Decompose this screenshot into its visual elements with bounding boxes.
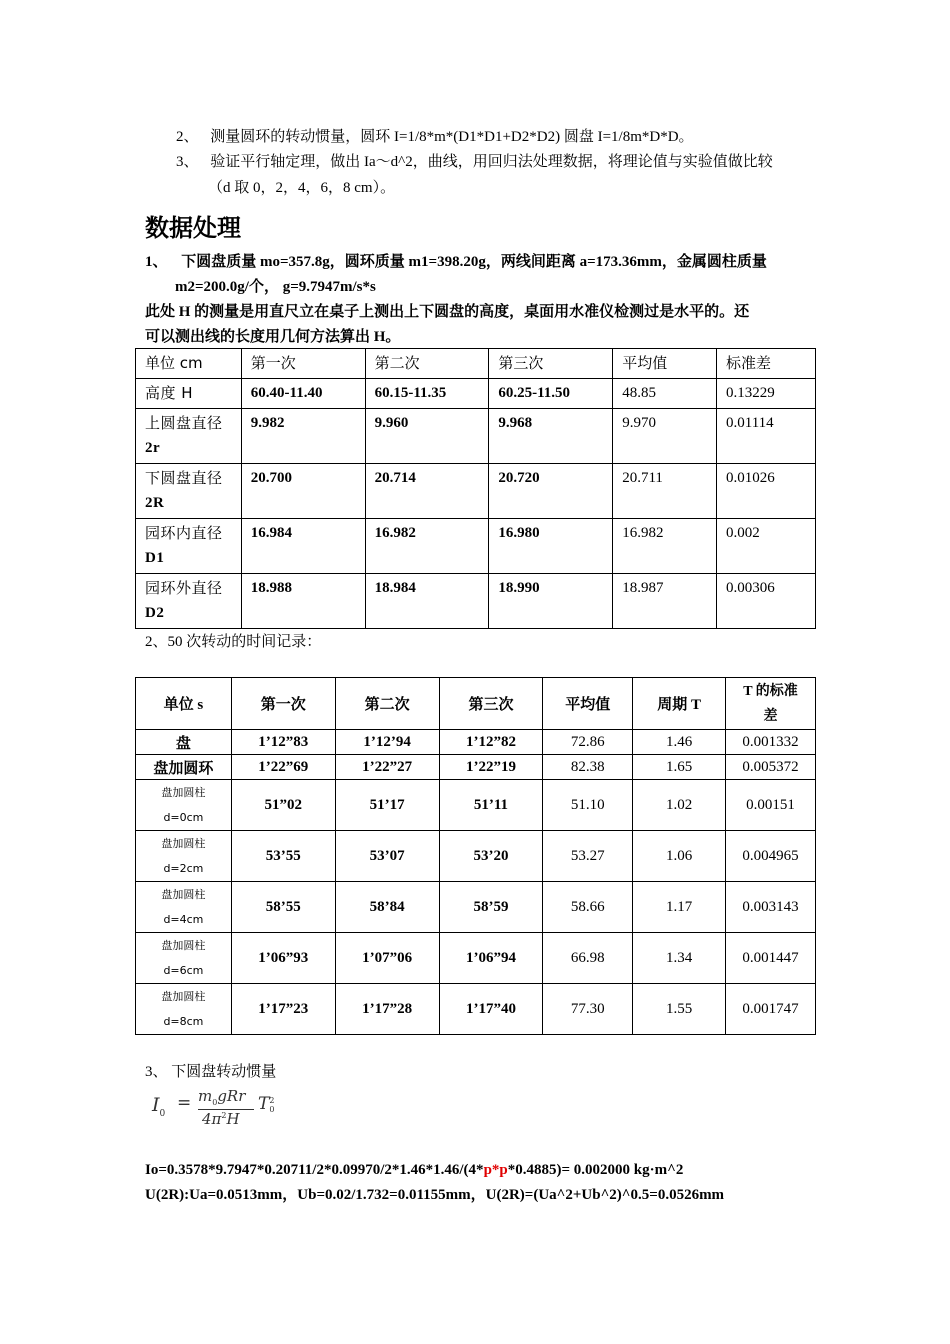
cell-stddev: 0.00151 [726, 780, 816, 831]
row-label [136, 831, 232, 882]
cell-stddev: 0.003143 [726, 882, 816, 933]
item-1-line-2: m2=200.0g/个， g=9.7947m/s*s [175, 279, 376, 295]
cell-period: 1.06 [633, 831, 726, 882]
column-header: 第二次 [365, 349, 489, 379]
intro-item-3 [176, 150, 773, 174]
row-label-line-1: 上圆盘直径 [145, 414, 223, 432]
cell-value: 51’11 [439, 780, 543, 831]
column-header: 第三次 [489, 349, 613, 379]
cell-value: 18.988 [241, 574, 365, 629]
cell-average: 58.66 [543, 882, 633, 933]
cell-value: 18.990 [489, 574, 613, 629]
table-row [136, 464, 816, 519]
cell-value: 51”02 [231, 780, 335, 831]
row-label-line-2: d=8cm [163, 1015, 204, 1028]
row-label-line-1: 盘加圆柱 [161, 990, 206, 1003]
row-label-line-2: d=6cm [163, 964, 204, 977]
cell-average: 20.711 [613, 464, 717, 519]
row-label-line-1: 下圆盘直径 [145, 469, 223, 487]
column-header: 第三次 [439, 678, 543, 730]
row-label-line-2: 2r [145, 440, 161, 456]
item-2-title: 2、50 次转动的时间记录： [145, 634, 322, 650]
cell-stddev: 0.01026 [717, 464, 816, 519]
row-label [136, 933, 232, 984]
column-header: 周期 T [633, 678, 726, 730]
table-row [136, 409, 816, 464]
inertia-calculation [145, 1158, 683, 1182]
dimension-table [135, 348, 816, 629]
cell-value: 1’22”27 [335, 755, 439, 780]
cell-stddev: 0.001747 [726, 984, 816, 1035]
row-label [136, 984, 232, 1035]
cell-value: 51’17 [335, 780, 439, 831]
row-label-line-1: 园环内直径 [145, 524, 223, 542]
column-header: 单位 s [136, 678, 232, 730]
cell-value: 1’17”23 [231, 984, 335, 1035]
cell-average: 66.98 [543, 933, 633, 984]
table-row [136, 730, 816, 755]
row-label: 盘加圆环 [136, 755, 232, 780]
calculation-part-1: Io=0.3578*9.7947*0.20711/2*0.09970/2*1.46*1.46/(4* [145, 1162, 484, 1178]
moment-of-inertia-formula [152, 1088, 292, 1132]
cell-value: 1’12”83 [231, 730, 335, 755]
cell-stddev: 0.001332 [726, 730, 816, 755]
formula-denominator [202, 1110, 240, 1128]
cell-stddev: 0.01114 [717, 409, 816, 464]
cell-stddev: 0.005372 [726, 755, 816, 780]
calculation-highlight: p*p [483, 1162, 508, 1178]
cell-stddev: 0.004965 [726, 831, 816, 882]
table-row [136, 831, 816, 882]
row-label: 高度 H [136, 379, 242, 409]
cell-value: 60.25-11.50 [489, 379, 613, 409]
formula-period-subscript: 0 [269, 1104, 275, 1114]
formula-numerator-rest: gRr [217, 1087, 246, 1105]
intro-item-2-number: 2、 [176, 129, 199, 145]
row-label-line-1: 园环外直径 [145, 579, 223, 597]
rotation-time-table [135, 677, 816, 1035]
row-label-line-2: d=2cm [163, 862, 204, 875]
row-label [136, 409, 242, 464]
cell-stddev: 0.13229 [717, 379, 816, 409]
cell-stddev: 0.00306 [717, 574, 816, 629]
row-label-line-1: 盘加圆柱 [161, 888, 206, 901]
formula-numerator [198, 1087, 245, 1107]
formula-period-symbol: T [258, 1094, 270, 1114]
cell-average: 18.987 [613, 574, 717, 629]
cell-average: 51.10 [543, 780, 633, 831]
cell-value: 20.720 [489, 464, 613, 519]
cell-period: 1.17 [633, 882, 726, 933]
cell-value: 58’55 [231, 882, 335, 933]
row-label [136, 464, 242, 519]
intro-item-2-text: 测量圆环的转动惯量，圆环 I=1/8*m*(D1*D1+D2*D2) 圆盘 I=1/8m*D*D。 [210, 129, 694, 145]
cell-period: 1.55 [633, 984, 726, 1035]
formula-lhs-symbol: I [152, 1094, 160, 1116]
column-header: 平均值 [613, 349, 717, 379]
row-label-line-2: 2R [145, 495, 165, 511]
cell-value: 16.980 [489, 519, 613, 574]
row-label [136, 574, 242, 629]
formula-numerator-m: m [198, 1087, 213, 1105]
item-1-number: 1、 [145, 254, 168, 270]
formula-lhs-subscript: 0 [159, 1108, 166, 1119]
item-3-title: 3、 下圆盘转动惯量 [145, 1064, 277, 1080]
cell-average: 16.982 [613, 519, 717, 574]
cell-period: 1.46 [633, 730, 726, 755]
table-header-row [136, 349, 816, 379]
formula-numerator-subscript: 0 [212, 1098, 218, 1107]
cell-value: 58’59 [439, 882, 543, 933]
intro-item-3-number: 3、 [176, 154, 199, 170]
cell-value: 20.700 [241, 464, 365, 519]
column-header: 第二次 [335, 678, 439, 730]
formula-lhs [152, 1094, 165, 1119]
cell-value: 1’17”40 [439, 984, 543, 1035]
row-label-line-1: 盘加圆柱 [161, 837, 206, 850]
cell-average: 48.85 [613, 379, 717, 409]
cell-value: 1’12”82 [439, 730, 543, 755]
cell-average: 77.30 [543, 984, 633, 1035]
row-label: 盘 [136, 730, 232, 755]
formula-denominator-4pi: 4π [202, 1110, 222, 1128]
cell-value: 20.714 [365, 464, 489, 519]
cell-value: 9.982 [241, 409, 365, 464]
section-title: 数据处理 [145, 214, 241, 242]
column-header: 标准差 [717, 349, 816, 379]
cell-average: 9.970 [613, 409, 717, 464]
formula-equals: = [177, 1093, 192, 1113]
column-header-line-2: 差 [763, 708, 778, 724]
row-label-line-2: d=0cm [163, 811, 204, 824]
column-header: 单位 cm [136, 349, 242, 379]
uncertainty-line: U(2R):Ua=0.0513mm，Ub=0.02/1.732=0.01155mm，U(2R)=(Ua^2+Ub^2)^0.5=0.0526mm [145, 1187, 725, 1203]
cell-value: 9.960 [365, 409, 489, 464]
cell-value: 53’55 [231, 831, 335, 882]
row-label-line-1: 盘加圆柱 [161, 786, 206, 799]
item-1-text: 下圆盘质量 mo=357.8g，圆环质量 m1=398.20g，两线间距离 a=173.36mm，金属圆柱质量 [181, 254, 767, 270]
cell-period: 1.34 [633, 933, 726, 984]
cell-value: 1’12’94 [335, 730, 439, 755]
cell-value: 53’07 [335, 831, 439, 882]
cell-stddev: 0.001447 [726, 933, 816, 984]
calculation-part-2: *0.4885)= 0.002000 kg·m^2 [507, 1162, 684, 1178]
table-row [136, 933, 816, 984]
row-label-line-2: D2 [145, 605, 165, 621]
measurement-note-line-1: 此处 H 的测量是用直尺立在桌子上测出上下圆盘的高度，桌面用水准仪检测过是水平的。还 [145, 304, 750, 320]
cell-stddev: 0.002 [717, 519, 816, 574]
cell-average: 82.38 [543, 755, 633, 780]
cell-average: 53.27 [543, 831, 633, 882]
cell-value: 9.968 [489, 409, 613, 464]
row-label [136, 882, 232, 933]
table-row [136, 379, 816, 409]
cell-value: 60.40-11.40 [241, 379, 365, 409]
row-label-line-2: D1 [145, 550, 165, 566]
cell-value: 1’06”93 [231, 933, 335, 984]
column-header-line-1: T 的标准 [743, 683, 798, 699]
row-label [136, 519, 242, 574]
cell-value: 1’07”06 [335, 933, 439, 984]
table-row [136, 755, 816, 780]
table-row [136, 519, 816, 574]
table-row [136, 574, 816, 629]
column-header: 第一次 [241, 349, 365, 379]
intro-item-3-text: 验证平行轴定理，做出 Ia～d^2，曲线，用回归法处理数据，将理论值与实验值做比较 [210, 154, 773, 170]
formula-denominator-superscript: 2 [221, 1111, 227, 1120]
table-row [136, 780, 816, 831]
table-row [136, 882, 816, 933]
intro-item-2 [176, 125, 694, 149]
cell-value: 18.984 [365, 574, 489, 629]
cell-value: 1’22”19 [439, 755, 543, 780]
table-header-row [136, 678, 816, 730]
cell-value: 53’20 [439, 831, 543, 882]
table-row [136, 984, 816, 1035]
column-header: 第一次 [231, 678, 335, 730]
measurement-note-line-2: 可以测出线的长度用几何方法算出 H。 [145, 329, 401, 345]
column-header: 平均值 [543, 678, 633, 730]
cell-value: 1’17”28 [335, 984, 439, 1035]
cell-value: 16.982 [365, 519, 489, 574]
row-label-line-1: 盘加圆柱 [161, 939, 206, 952]
formula-denominator-h: H [226, 1110, 240, 1128]
column-header [726, 678, 816, 730]
cell-value: 58’84 [335, 882, 439, 933]
row-label [136, 780, 232, 831]
intro-item-3-continuation: （d 取 0，2，4，6，8 cm）。 [208, 180, 396, 196]
cell-period: 1.65 [633, 755, 726, 780]
cell-value: 1’06”94 [439, 933, 543, 984]
formula-period [258, 1094, 274, 1114]
row-label-line-2: d=4cm [163, 913, 204, 926]
cell-value: 16.984 [241, 519, 365, 574]
formula-period-superscript: 2 [269, 1095, 275, 1105]
cell-average: 72.86 [543, 730, 633, 755]
cell-period: 1.02 [633, 780, 726, 831]
item-1-line-1 [145, 250, 767, 274]
cell-value: 1’22”69 [231, 755, 335, 780]
cell-value: 60.15-11.35 [365, 379, 489, 409]
